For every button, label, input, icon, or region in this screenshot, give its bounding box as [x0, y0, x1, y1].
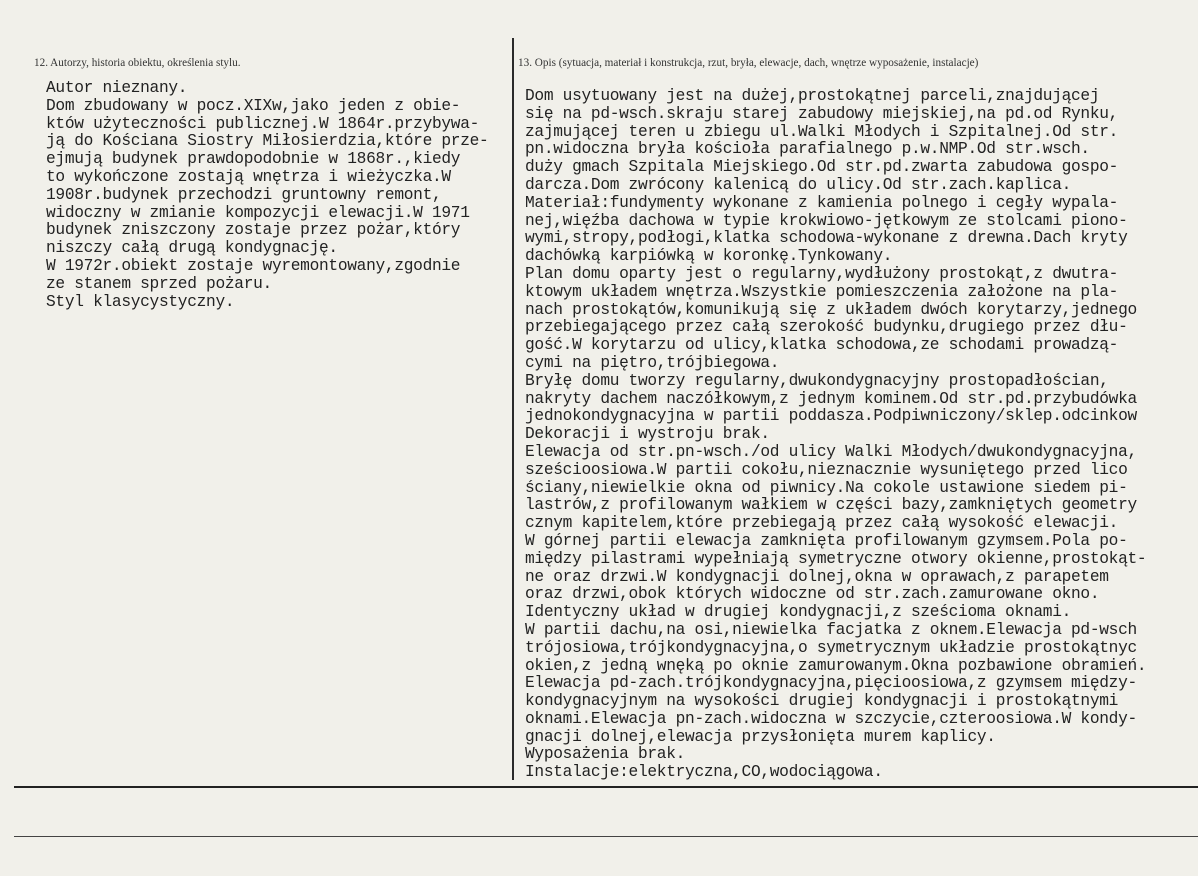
text-line: duży gmach Szpitala Miejskiego.Od str.pd.zwarta zabudowa gospo-: [525, 158, 1119, 177]
text-line: 1908r.budynek przechodzi gruntowny remont,: [46, 185, 442, 204]
text-line: Elewacja od str.pn-wsch./od ulicy Walki Młodych/dwukondygnacyjna,: [525, 442, 1137, 461]
text-line: Styl klasycystyczny.: [46, 292, 235, 311]
text-line: W górnej partii elewacja zamknięta profilowanym gzymsem.Pola po-: [525, 531, 1128, 550]
text-line: nej,więźba dachowa w typie krokwiowo-jętkowym ze stolcami piono-: [525, 211, 1128, 230]
text-line: ejmują budynek prawdopodobnie w 1868r.,kiedy: [46, 150, 461, 169]
text-line: pn.widoczna bryła kościoła parafialnego p.w.NMP.Od str.wsch.: [525, 140, 1090, 159]
text-line: Dom zbudowany w pocz.XIXw,jako jeden z obie-: [46, 96, 461, 115]
text-line: ktowym układem wnętrza.Wszystkie pomieszczenia założone na pla-: [525, 282, 1119, 301]
text-line: zajmującej teren u zbiegu ul.Walki Młodych i Szpitalnej.Od str.: [525, 122, 1119, 141]
text-line: W 1972r.obiekt zostaje wyremontowany,zgodnie: [46, 256, 461, 275]
text-line: W partii dachu,na osi,niewielka facjatka z oknem.Elewacja pd-wsch: [525, 620, 1137, 639]
text-line: Identyczny układ w drugiej kondygnacji,z sześcioma oknami.: [525, 603, 1072, 622]
text-line: Elewacja pd-zach.trójkondygnacyjna,pięcioosiowa,z gzymsem między-: [525, 674, 1137, 693]
text-line: niszczy całą drugą kondygnację.: [46, 239, 338, 258]
text-line: cznym kapitelem,które przebiegają przez całą wysokość elewacji.: [525, 514, 1119, 533]
text-line: ściany,niewielkie okna od piwnicy.Na cokole ustawione siedem pi-: [525, 478, 1128, 497]
text-line: oknami.Elewacja pn-zach.widoczna w szczycie,czteroosiowa.W kondy-: [525, 709, 1137, 728]
text-line: Plan domu oparty jest o regularny,wydłużony prostokąt,z dwutra-: [525, 264, 1119, 283]
text-line: sześcioosiowa.W partii cokołu,nieznacznie wysuniętego przed lico: [525, 460, 1128, 479]
text-line: budynek zniszczony zostaje przez pożar,który: [46, 221, 461, 240]
text-line: darcza.Dom zwrócony kalenicą do ulicy.Od str.zach.kaplica.: [525, 175, 1072, 194]
text-line: trójosiowa,trójkondygnacyjna,o symetrycznym układzie prostokątnyc: [525, 638, 1137, 657]
text-line: ze stanem sprzed pożaru.: [46, 274, 272, 293]
text-line: kondygnacyjnym na wysokości drugiej kondygnacji i prostokątnymi: [525, 692, 1119, 711]
text-line: Autor nieznany.: [46, 79, 188, 97]
text-line: oraz drzwi,obok których widoczne od str.zach.zamurowane okno.: [525, 585, 1100, 604]
column-divider: [512, 38, 514, 780]
text-line: to wykończone zostają wnętrza i wieżyczka.W: [46, 167, 451, 186]
text-line: gnacji dolnej,elewacja przysłonięta murem kaplicy.: [525, 727, 996, 746]
text-line: Materiał:fundymenty wykonane z kamienia polnego i cegły wypala-: [525, 193, 1119, 212]
text-line: między pilastrami wypełniają symetryczne otwory okienne,prostokąt-: [525, 549, 1147, 568]
text-line: nakryty dachem naczółkowym,z jednym kominem.Od str.pd.przybudówka: [525, 389, 1137, 408]
text-line: ją do Kościana Siostry Miłosierdzia,które prze-: [46, 132, 489, 151]
text-line: jednokondygnacyjna w partii poddasza.Podpiwniczony/sklep.odcinkow: [525, 407, 1137, 426]
text-line: ne oraz drzwi.W kondygnacji dolnej,okna w oprawach,z parapetem: [525, 567, 1109, 586]
text-line: wymi,stropy,podłogi,klatka schodowa-wykonane z drewna.Dach kryty: [525, 229, 1128, 248]
text-line: się na pd-wsch.skraju starej zabudowy miejskiej,na pd.od Rynku,: [525, 104, 1119, 123]
text-line: Instalacje:elektryczna,CO,wodociągowa.: [525, 763, 883, 782]
section-12-header: 12. Autorzy, historia obiektu, określenia stylu.: [34, 57, 241, 69]
text-line: któw użyteczności publicznej.W 1864r.przybywa-: [46, 114, 480, 133]
text-line: Dekoracji i wystroju brak.: [525, 425, 770, 444]
text-line: Bryłę domu tworzy regularny,dwukondygnacyjny prostopadłościan,: [525, 371, 1109, 390]
text-line: dachówką karpiówką w koronkę.Tynkowany.: [525, 247, 893, 266]
section-13-text: [525, 88, 1197, 782]
text-line: Dom usytuowany jest na dużej,prostokątnej parceli,znajdującej: [525, 88, 1100, 105]
text-line: gość.W korytarzu od ulicy,klatka schodowa,ze schodami prowadzą-: [525, 336, 1119, 355]
bottom-rule: [14, 786, 1198, 788]
text-line: cymi na piętro,trójbiegowa.: [525, 353, 780, 372]
text-line: widoczny w zmianie kompozycji elewacji.W 1971: [46, 203, 470, 222]
text-line: okien,z jedną wnęką po oknie zamurowanym.Okna pozbawione obramień.: [525, 656, 1147, 675]
text-line: Wyposażenia brak.: [525, 745, 686, 764]
section-12-text: [46, 80, 512, 311]
section-13-header: 13. Opis (sytuacja, materiał i konstrukcja, rzut, bryła, elewacje, dach, wnętrze wyposażenie, instalacje): [518, 57, 979, 69]
text-line: przebiegającego przez całą szerokość budynku,drugiego przez dłu-: [525, 318, 1128, 337]
text-line: lastrów,z profilowanym wałkiem w części bazy,zamkniętych geometry: [525, 496, 1137, 515]
text-line: nach prostokątów,komunikują się z układem dwóch korytarzy,jednego: [525, 300, 1137, 319]
bottom-rule-secondary: [14, 836, 1198, 837]
